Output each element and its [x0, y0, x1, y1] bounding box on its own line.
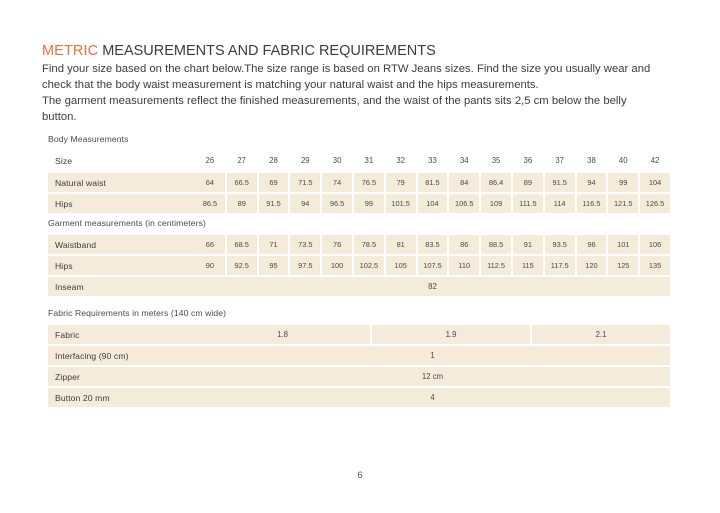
size-header-label: Size	[55, 155, 73, 166]
table-cell: 81.5	[418, 173, 448, 192]
table-cell: 94	[577, 173, 607, 192]
size-header-cell: 34	[459, 156, 469, 165]
table-cell: 121.5	[608, 194, 638, 213]
table-cell: 99	[354, 194, 384, 213]
table-cell: 112.5	[481, 256, 511, 275]
row-values	[195, 173, 670, 192]
table-cell: 120	[577, 256, 607, 275]
size-header-cell: 31	[364, 156, 374, 165]
table-cell: 76	[322, 235, 352, 254]
row-label: Button 20 mm	[48, 388, 195, 407]
table-cell: 117.5	[545, 256, 575, 275]
size-header-cell: 40	[618, 156, 628, 165]
body-measurements-label: Body Measurements	[48, 134, 129, 144]
table-cell: 135	[640, 256, 670, 275]
fabric-requirements-label: Fabric Requirements in meters (140 cm wide)	[48, 308, 227, 318]
table-row-interfacing	[48, 346, 670, 365]
table-cell: 66	[195, 235, 225, 254]
row-values	[195, 346, 670, 365]
size-header-cell: 26	[205, 156, 215, 165]
table-cell: 115	[513, 256, 543, 275]
table-cell: 73.5	[290, 235, 320, 254]
table-row	[48, 235, 670, 254]
table-row-inseam	[48, 277, 670, 296]
size-header-cell: 42	[650, 156, 660, 165]
table-row-button	[48, 388, 670, 407]
row-label: Waistband	[48, 235, 195, 254]
row-values	[195, 325, 670, 344]
size-header-strip	[195, 151, 670, 170]
size-header-cell: 37	[555, 156, 564, 165]
table-cell: 79	[386, 173, 416, 192]
table-cell: 66.5	[227, 173, 257, 192]
intro-line-1: Find your size based on the chart below.The size range is based on RTW Jeans sizes. Find the size you usually wear and	[42, 63, 651, 75]
table-cell: 94	[290, 194, 320, 213]
table-cell: 106.5	[449, 194, 479, 213]
table-cell-merged: 1	[195, 346, 670, 365]
table-cell: 78.5	[354, 235, 384, 254]
table-cell-merged: 82	[195, 277, 670, 296]
table-cell: 110	[449, 256, 479, 275]
size-header-cell: 36	[523, 156, 533, 165]
row-label: Interfacing (90 cm)	[48, 346, 195, 365]
table-cell: 76.5	[354, 173, 384, 192]
intro-paragraph	[42, 61, 668, 125]
table-row	[48, 194, 670, 213]
table-cell: 114	[545, 194, 575, 213]
table-cell: 86.4	[481, 173, 511, 192]
row-label: Hips	[48, 194, 195, 213]
table-cell: 106	[640, 235, 670, 254]
row-label: Hips	[48, 256, 195, 275]
table-cell: 74	[322, 173, 352, 192]
body-measurements-table	[48, 134, 670, 215]
page-title	[42, 42, 436, 60]
garment-measurements-table	[48, 218, 670, 298]
size-header-cell: 33	[428, 156, 437, 165]
row-label: Natural waist	[48, 173, 195, 192]
table-cell: 96.5	[322, 194, 352, 213]
table-row-zipper	[48, 367, 670, 386]
row-values	[195, 256, 670, 275]
table-cell: 83.5	[418, 235, 448, 254]
table-cell: 97.5	[290, 256, 320, 275]
table-cell: 101.5	[386, 194, 416, 213]
row-label: Fabric	[48, 325, 195, 344]
table-cell: 84	[449, 173, 479, 192]
table-row	[48, 256, 670, 275]
table-cell-merged: 2.1	[532, 325, 670, 344]
table-cell: 89	[513, 173, 543, 192]
row-values	[195, 235, 670, 254]
page-title-metric: METRIC	[42, 43, 99, 59]
table-cell: 101	[608, 235, 638, 254]
row-values	[195, 388, 670, 407]
table-cell: 95	[259, 256, 289, 275]
table-cell-merged: 1.8	[195, 325, 370, 344]
size-header-cell: 32	[396, 156, 406, 165]
table-cell: 71	[259, 235, 289, 254]
table-cell: 86	[449, 235, 479, 254]
table-cell: 90	[195, 256, 225, 275]
table-cell: 96	[577, 235, 607, 254]
size-header-cell: 35	[491, 156, 501, 165]
table-cell: 104	[640, 173, 670, 192]
table-cell: 89	[227, 194, 257, 213]
table-cell-merged: 4	[195, 388, 670, 407]
table-cell: 99	[608, 173, 638, 192]
table-row-fabric	[48, 325, 670, 344]
table-cell: 126.5	[640, 194, 670, 213]
table-row	[48, 173, 670, 192]
page-title-rest: MEASUREMENTS AND FABRIC REQUIREMENTS	[98, 43, 436, 59]
table-cell: 86.5	[195, 194, 225, 213]
size-header-cell: 27	[237, 156, 247, 165]
row-values	[195, 367, 670, 386]
table-cell: 105	[386, 256, 416, 275]
table-cell: 81	[386, 235, 416, 254]
intro-line-2: check that the body waist measurement is matching your natural waist and the hips measurements.	[42, 79, 539, 92]
table-cell: 93.5	[545, 235, 575, 254]
table-cell: 116.5	[577, 194, 607, 213]
table-cell: 64	[195, 173, 225, 192]
table-cell: 71.5	[290, 173, 320, 192]
table-cell: 111.5	[513, 194, 543, 213]
size-header-cell: 38	[587, 156, 596, 165]
size-header-cell: 30	[332, 156, 342, 165]
table-cell: 104	[418, 194, 448, 213]
table-cell: 91.5	[259, 194, 289, 213]
size-header-cell: 29	[300, 156, 310, 165]
table-cell: 92.5	[227, 256, 257, 275]
row-label: Zipper	[48, 367, 195, 386]
table-cell: 107.5	[418, 256, 448, 275]
row-label: Inseam	[48, 277, 195, 296]
intro-line-4: button.	[42, 111, 77, 124]
table-cell-merged: 1.9	[372, 325, 530, 344]
size-header-cell: 28	[269, 156, 278, 165]
table-cell: 102.5	[354, 256, 384, 275]
page-number: 6	[357, 470, 363, 481]
table-row-size-header	[48, 151, 670, 170]
row-values	[195, 194, 670, 213]
table-cell: 68.5	[227, 235, 257, 254]
table-cell: 91	[513, 235, 543, 254]
table-cell: 69	[259, 173, 289, 192]
table-cell: 125	[608, 256, 638, 275]
table-cell: 100	[322, 256, 352, 275]
fabric-requirements-table	[48, 308, 670, 409]
table-cell: 109	[481, 194, 511, 213]
row-values	[195, 277, 670, 296]
table-cell: 91.5	[545, 173, 575, 192]
table-cell-merged: 12 cm	[195, 367, 670, 386]
intro-line-3: The garment measurements reflect the finished measurements, and the waist of the pants sits 2,5 cm below the belly	[42, 95, 627, 108]
table-cell: 88.5	[481, 235, 511, 254]
garment-measurements-label: Garment measurements (in centimeters)	[48, 218, 206, 228]
